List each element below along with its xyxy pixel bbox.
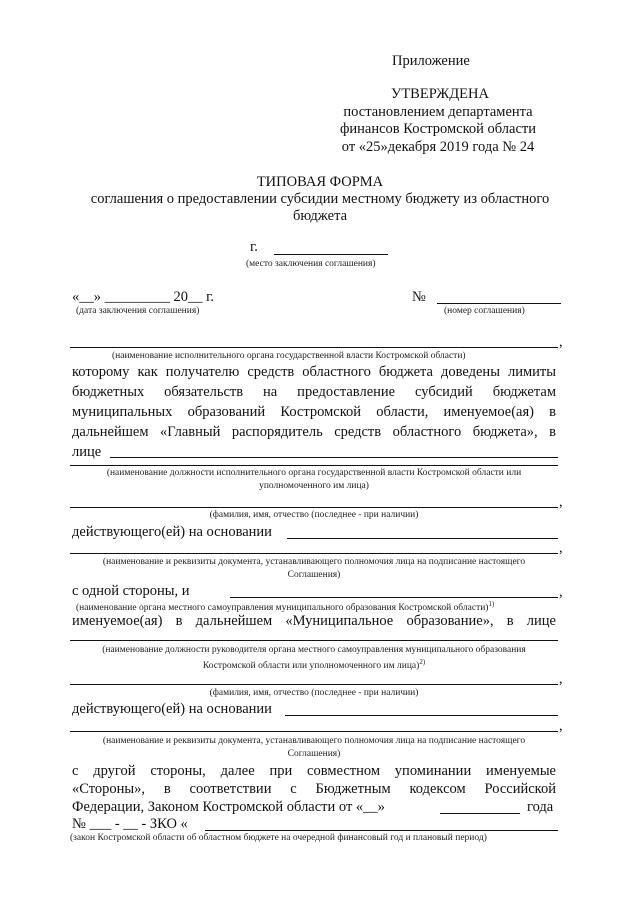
authority-field[interactable] bbox=[70, 347, 558, 348]
municipal-authority-caption: (наименование органа местного самоуправления муниципального образования Костромской области)$^{1)}$ bbox=[76, 600, 495, 614]
place-prefix: г. bbox=[250, 239, 258, 255]
law-number-field[interactable]: № ___ - __ - ЗКО « bbox=[72, 816, 188, 832]
form-title: ТИПОВАЯ ФОРМА bbox=[256, 174, 384, 190]
person-position-field-1[interactable] bbox=[110, 457, 558, 458]
place-caption: (место заключения соглашения) bbox=[246, 259, 376, 269]
approved-line-2: финансов Костромской области bbox=[339, 121, 537, 137]
person-position-field-2[interactable] bbox=[70, 465, 558, 466]
basis-field-1b[interactable] bbox=[70, 553, 558, 554]
municipal-name-line: именуемое(ая) в дальнейшем «Муниципальное образование», в лице bbox=[72, 613, 556, 629]
law-date-field[interactable] bbox=[440, 813, 520, 814]
fio-field-2[interactable] bbox=[70, 684, 558, 685]
basis-caption-2b: Соглашения) bbox=[287, 749, 341, 759]
number-field[interactable] bbox=[437, 303, 561, 304]
authority-comma: , bbox=[559, 334, 563, 350]
fio-comma-2: , bbox=[559, 671, 563, 687]
position-caption-2: уполномоченного им лица) bbox=[259, 481, 369, 491]
paragraph-1-line-4: дальнейшем «Главный распорядитель средств областного бюджета», в bbox=[72, 424, 556, 440]
basis-comma-1: , bbox=[559, 540, 563, 556]
basis-field-1[interactable] bbox=[287, 538, 558, 539]
head-caption-1: (наименование должности руководителя органа местного самоуправления муниципального образования bbox=[102, 645, 526, 655]
approved-line-3: от «25»декабря 2019 года № 24 bbox=[341, 139, 535, 155]
basis-caption-1a: (наименование и реквизиты документа, устанавливающего полномочия лица на подписание настоящего bbox=[102, 557, 526, 567]
paragraph-1-line-1: которому как получателю средств областного бюджета доведены лимиты bbox=[72, 364, 556, 380]
position-caption-1: (наименование должности исполнительного органа государственной власти Костромской области или bbox=[106, 468, 522, 478]
paragraph-1-line-2: бюджетных обязательств на предоставление субсидий бюджетам bbox=[72, 384, 556, 400]
paragraph-2-line-3a: Федерации, Законом Костромской области от «__» bbox=[72, 799, 385, 815]
fio-caption-2: (фамилия, имя, отчество (последнее - при наличии) bbox=[209, 688, 419, 698]
law-caption: (закон Костромской области об областном бюджете на очередной финансовый год и плановый период) bbox=[70, 833, 487, 843]
place-field[interactable] bbox=[274, 254, 388, 255]
law-title-field[interactable] bbox=[205, 830, 558, 831]
number-sign: № bbox=[412, 289, 426, 305]
paragraph-1-line-3: муниципальных образований Костромской области, именуемое(ая) в bbox=[72, 404, 556, 420]
municipal-head-field[interactable] bbox=[70, 640, 558, 641]
fio-field-1[interactable] bbox=[70, 507, 558, 508]
in-person-label: лице bbox=[72, 444, 102, 460]
basis-label-2: действующего(ей) на основании bbox=[72, 701, 272, 717]
appendix-label: Приложение bbox=[392, 53, 470, 69]
fio-caption-1: (фамилия, имя, отчество (последнее - при наличии) bbox=[209, 510, 419, 520]
paragraph-2-line-1: с другой стороны, далее при совместном упоминании именуемые bbox=[72, 763, 556, 779]
form-subtitle-1: соглашения о предоставлении субсидии местному бюджету из областного bbox=[90, 191, 550, 207]
paragraph-2-line-2: «Стороны», в соответствии с Бюджетным кодексом Российской bbox=[72, 781, 556, 797]
municipal-authority-field[interactable] bbox=[230, 597, 558, 598]
number-caption: (номер соглашения) bbox=[444, 306, 525, 316]
basis-comma-2: , bbox=[559, 718, 563, 734]
basis-caption-1b: Соглашения) bbox=[287, 570, 341, 580]
date-caption: (дата заключения соглашения) bbox=[76, 306, 200, 316]
authority-caption: (наименование исполнительного органа государственной власти Костромской области) bbox=[112, 351, 466, 361]
municipal-authority-comma: , bbox=[559, 584, 563, 600]
date-field[interactable]: «__» _________ 20__ г. bbox=[72, 289, 215, 305]
year-label: года bbox=[527, 799, 554, 815]
head-caption-2: Костромской области или уполномоченного им лица)$^{2)}$ bbox=[202, 658, 426, 672]
approved-label: УТВЕРЖДЕНА bbox=[391, 86, 489, 102]
approved-line-1: постановлением департамента bbox=[343, 104, 533, 120]
basis-field-2b[interactable] bbox=[70, 731, 558, 732]
basis-field-2[interactable] bbox=[285, 715, 558, 716]
basis-label-1: действующего(ей) на основании bbox=[72, 524, 272, 540]
fio-comma-1: , bbox=[559, 494, 563, 510]
one-side-label: с одной стороны, и bbox=[72, 583, 190, 599]
basis-caption-2a: (наименование и реквизиты документа, устанавливающего полномочия лица на подписание настоящего bbox=[102, 736, 526, 746]
form-subtitle-2: бюджета bbox=[292, 208, 348, 224]
